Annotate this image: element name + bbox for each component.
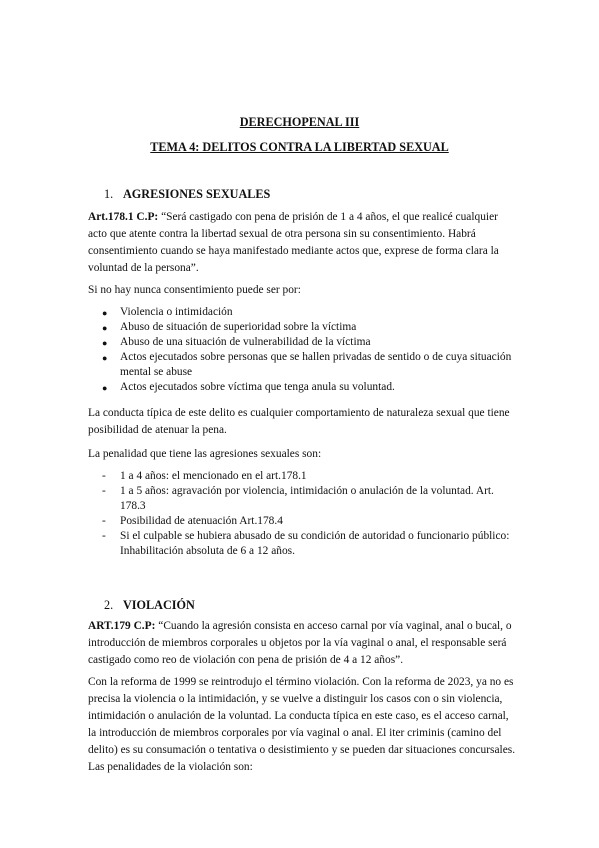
no-consent-intro: Si no hay nunca consentimiento puede ser por: bbox=[88, 284, 301, 296]
list-item: ● Abuso de una situación de vulnerabilidad de la víctima bbox=[88, 335, 518, 350]
penalty-intro: La penalidad que tiene las agresiones sexuales son: bbox=[88, 448, 322, 460]
list-item: ● Violencia o intimidación bbox=[88, 305, 518, 320]
section-1-number: 1. bbox=[104, 187, 114, 201]
conduct-paragraph: La conducta típica de este delito es cualquier comportamiento de naturaleza sexual que tiene posibilidad de atenuar la pena. bbox=[88, 407, 510, 436]
list-item: - 1 a 5 años: agravación por violencia, intimidación o anulación de la voluntad. Art. 178.3 bbox=[102, 485, 494, 512]
bullet-icon: ● bbox=[102, 308, 108, 318]
list-item: ● Abuso de situación de superioridad sobre la víctima bbox=[88, 320, 518, 335]
dash-marker: - bbox=[102, 530, 106, 542]
section-1-title: AGRESIONES SEXUALES bbox=[123, 187, 271, 201]
list-item: - Si el culpable se hubiera abusado de su condición de autoridad o funcionario público: Inhabilitación absoluta de 6 a 12 años. bbox=[102, 530, 510, 557]
article-178-ref: Art.178.1 C.P: bbox=[88, 211, 159, 223]
topic-title: TEMA 4: DELITOS CONTRA LA LIBERTAD SEXUAL bbox=[150, 140, 449, 154]
list-item: ● Actos ejecutados sobre víctima que tenga anula su voluntad. bbox=[88, 380, 518, 395]
bullet-icon: ● bbox=[102, 323, 108, 333]
course-title: DERECHOPENAL III bbox=[239, 115, 360, 129]
article-178-text: “Será castigado con pena de prisión de 1 a 4 años, el que realicé cualquier acto que atente contra la libertad sexual de otra persona sin su consentimiento. Habrá consentimiento cuando se haya manifestado mediante actos que, exprese de forma clara la voluntad de la persona”. bbox=[88, 211, 499, 274]
section-2-number: 2. bbox=[104, 598, 114, 612]
dash-marker: - bbox=[102, 470, 106, 482]
reform-paragraph: Con la reforma de 1999 se reintrodujo el término violación. Con la reforma de 2023, ya no es precisa la violencia o la intimidación, y se vuelve a distinguir los casos con o sin violencia, intimidación o anulación de la voluntad. La conducta típica en este caso, es el acceso carnal, la introducción de miembros corporales por vía vaginal o anal. El iter criminis (camino del delito) es su consumación o tentativa o desistimiento y se pueden dar situaciones concursales. Las penalidades de la violación son: bbox=[88, 676, 516, 773]
no-consent-list bbox=[88, 305, 518, 395]
article-178-paragraph bbox=[88, 209, 518, 277]
dash-marker: - bbox=[102, 515, 106, 527]
section-1-heading bbox=[104, 187, 270, 202]
article-179-paragraph bbox=[88, 618, 518, 669]
list-item: - Posibilidad de atenuación Art.178.4 bbox=[102, 515, 283, 527]
list-item: - 1 a 4 años: el mencionado en el art.178.1 bbox=[102, 470, 307, 482]
penalty-list bbox=[88, 469, 518, 559]
section-2-title: VIOLACIÓN bbox=[123, 598, 195, 612]
article-179-text: “Cuando la agresión consista en acceso carnal por vía vaginal, anal o bucal, o introducción de miembros corporales u objetos por la vía vaginal o anal, el responsable será castigado como reo de violación con pena de prisión de 4 a 12 años”. bbox=[88, 620, 512, 666]
dash-marker: - bbox=[102, 485, 106, 497]
section-2-heading bbox=[104, 598, 195, 613]
list-item: ● Actos ejecutados sobre personas que se hallen privadas de sentido o de cuya situación mental se abuse bbox=[102, 351, 512, 378]
bullet-icon: ● bbox=[102, 353, 108, 363]
bullet-icon: ● bbox=[102, 383, 108, 393]
article-179-ref: ART.179 C.P: bbox=[88, 620, 156, 632]
bullet-icon: ● bbox=[102, 338, 108, 348]
